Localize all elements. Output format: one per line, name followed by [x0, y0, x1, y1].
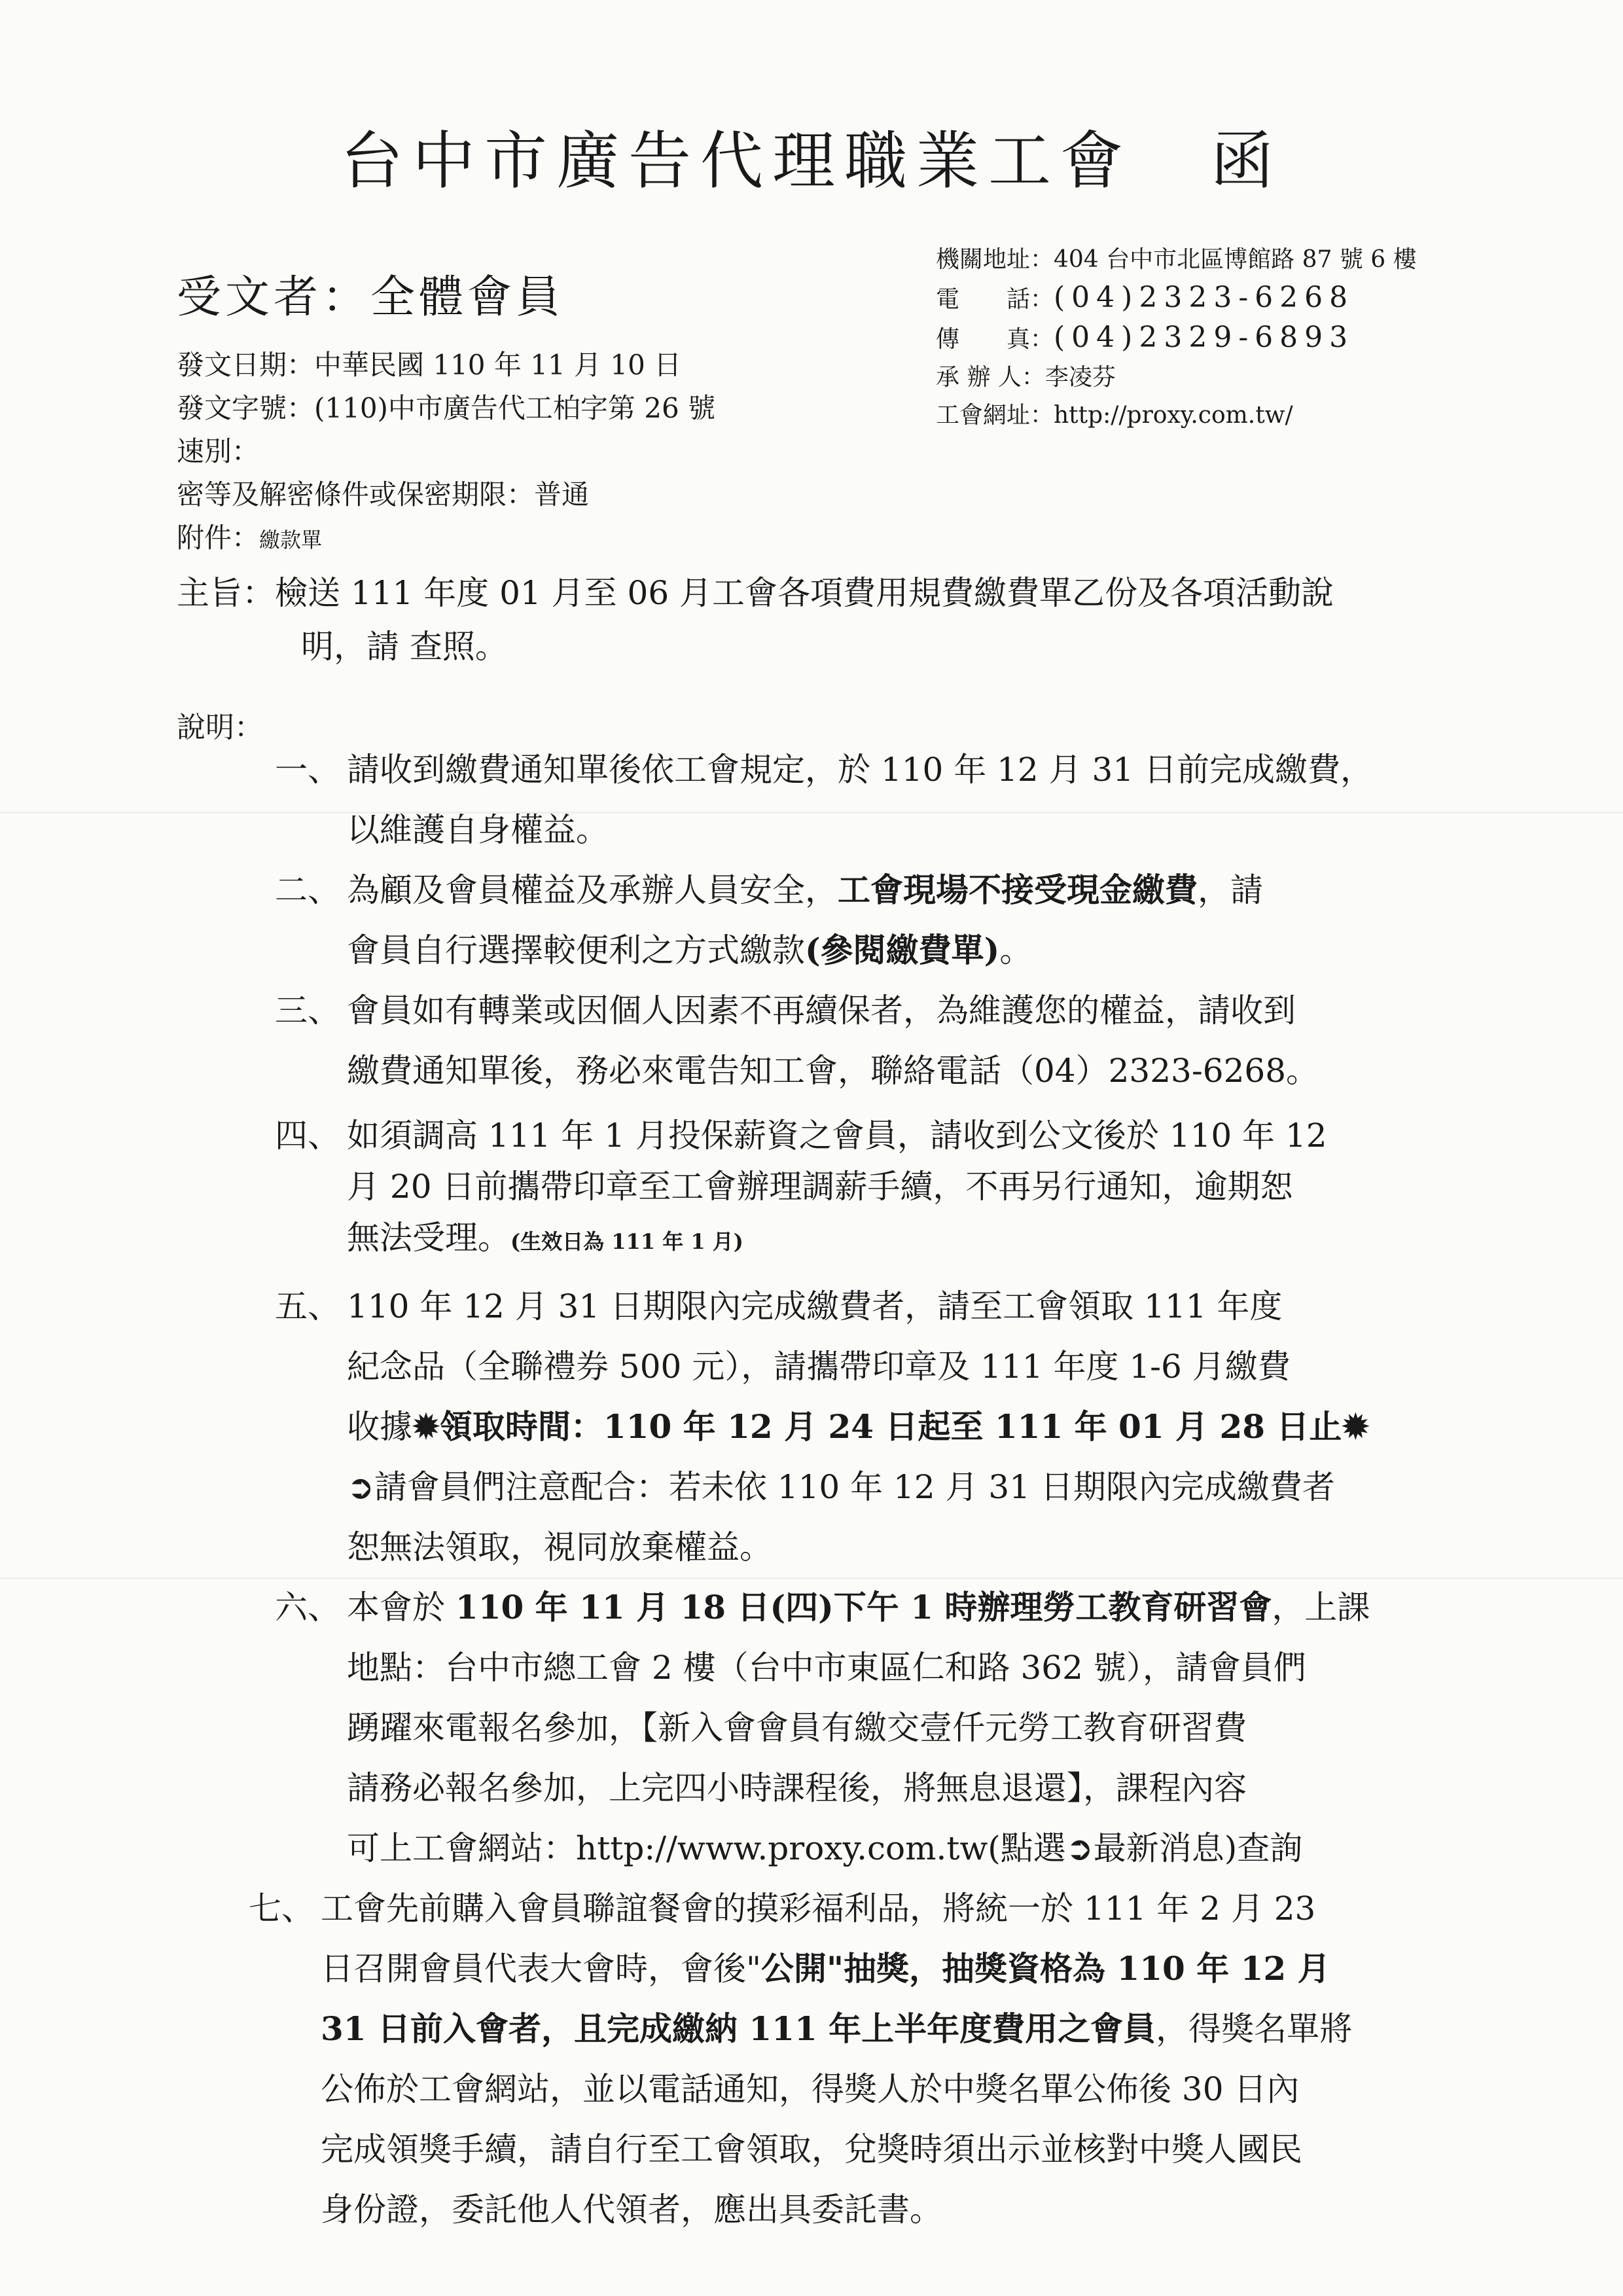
issue-secrecy: 密等及解密條件或保密期限：普通 — [177, 478, 590, 511]
item-number: 七、 — [249, 1890, 314, 1928]
list-item: 四、 如須調高 111 年 1 月投保薪資之會員，請收到公文後於 110 年 12 月 20 日前攜帶印章至工會辦理調薪手續，不再另行通知，逾期恕 無法受理。(生效日為 111 年 1 月) — [275, 1110, 1505, 1267]
list-item: 一、 請收到繳費通知單後依工會規定，於 110 年 12 月 31 日前完成繳費， 以維護自身權益。 — [275, 740, 1505, 860]
item-number: 一、 — [275, 751, 340, 789]
recipient: 受文者：全體會員 — [177, 272, 565, 323]
explanation-heading: 說明： — [177, 711, 263, 744]
subject — [177, 566, 1472, 673]
agency-website: 工會網址：http://proxy.com.tw/ — [936, 402, 1293, 429]
item-number: 三、 — [275, 992, 340, 1030]
subject-line: 明，請 查照。 — [301, 628, 508, 666]
list-item: 六、 本會於 110 年 11 月 18 日(四)下午 1 時辦理勞工教育研習會，上課 地點：台中市總工會 2 樓（台中市東區仁和路 362 號），請會員們 踴躍來電報名參加，【新入會會員有繳交壹仟元勞工教育研習費 請務必報名參加，上完四小時課程後，將無息退還】，課程內容 可上工會網站：http://www.proxy.com.tw(點選➲最新消息)查詢 — [275, 1577, 1505, 1878]
issuance-info — [177, 344, 715, 562]
issue-speed: 速別： — [177, 435, 260, 467]
agency-fax: 傳 真：(04)2329-6893 — [936, 321, 1355, 354]
agency-address: 機關地址：404 台中市北區博館路 87 號 6 樓 — [936, 246, 1417, 273]
item-number: 二、 — [275, 871, 340, 909]
org-name: 台中市廣告代理職業工會 — [340, 124, 1132, 198]
agency-info — [936, 241, 1417, 435]
agency-phone: 電 話：(04)2323-6268 — [936, 281, 1355, 314]
item-number: 五、 — [275, 1287, 340, 1325]
list-item: 三、 會員如有轉業或因個人因素不再續保者，為維護您的權益，請收到 繳費通知單後，務必來電告知工會，聯絡電話（04）2323-6268。 — [275, 980, 1505, 1101]
list-item: 七、 工會先前購入會員聯誼餐會的摸彩福利品，將統一於 111 年 2 月 23 日召開會員代表大會時，會後"公開"抽獎，抽獎資格為 110 年 12 月 31 日前入會者，且完成繳納 111 年上半年度費用之會員，得獎名單將 公佈於工會網站，並以電話通知，得獎人於中獎名單公佈後 30 日內 完成領獎手續，請自行至工會領取，兌獎時須出示並核對中獎人國民 身份證，委託他人代領者，應出具委託書。 — [249, 1878, 1505, 2240]
document-title — [0, 111, 1623, 201]
issue-attachment: 附件：繳款單 — [177, 522, 323, 554]
item-number: 四、 — [275, 1117, 340, 1155]
doc-type: 函 — [1211, 124, 1283, 198]
issue-ref: 發文字號：(110)中市廣告代工柏字第 26 號 — [177, 392, 716, 424]
agency-handler: 承 辦 人：李凌芬 — [936, 364, 1116, 391]
explanation-list — [249, 740, 1505, 2240]
issue-date: 發文日期：中華民國 110 年 11 月 10 日 — [177, 349, 682, 381]
item-number: 六、 — [275, 1588, 340, 1626]
subject-line: 主旨：檢送 111 年度 01 月至 06 月工會各項費用規費繳費單乙份及各項活動說 — [177, 574, 1334, 612]
list-item: 五、 110 年 12 月 31 日期限內完成繳費者，請至工會領取 111 年度 紀念品（全聯禮券 500 元），請攜帶印章及 111 年度 1-6 月繳費 收據✹領取時間：110 年 12 月 24 日起至 111 年 01 月 28 日止✹ ➲請會員們注意配合：若未依 110 年 12 月 31 日期限內完成繳費者 恕無法領取，視同放棄權益。 — [275, 1276, 1505, 1577]
list-item: 二、 為顧及會員權益及承辦人員安全，工會現場不接受現金繳費，請 會員自行選擇較便利之方式繳款(參閱繳費單)。 — [275, 860, 1505, 980]
